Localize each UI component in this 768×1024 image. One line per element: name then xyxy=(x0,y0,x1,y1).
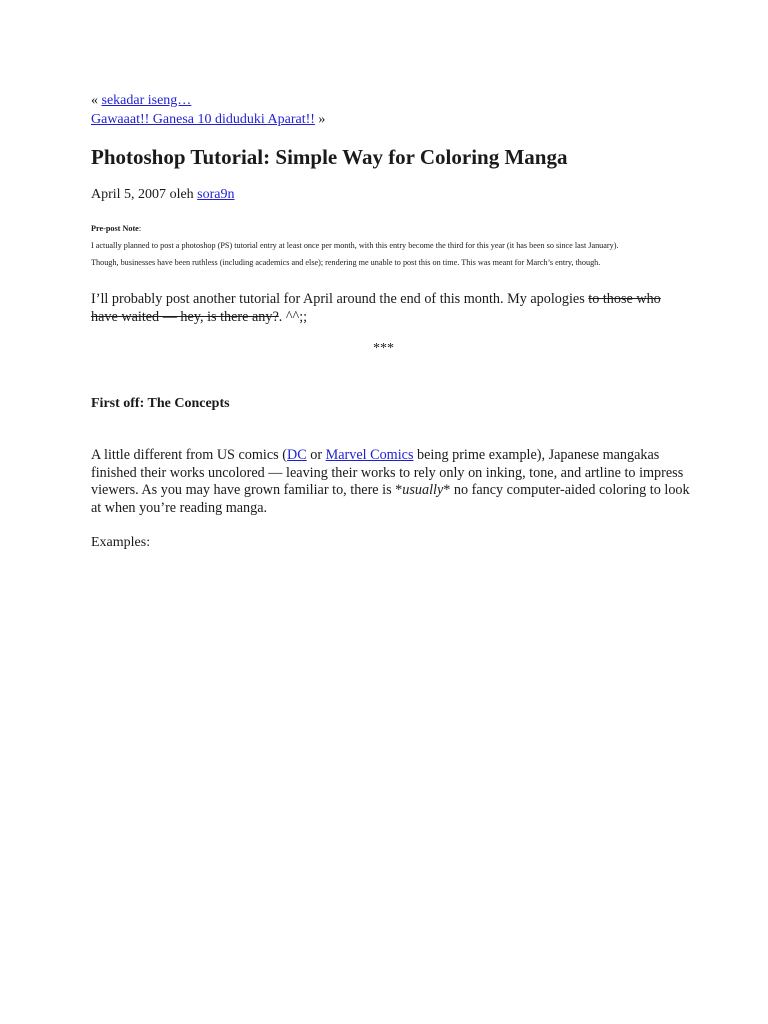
concepts-text-2: or xyxy=(306,447,326,463)
pre-post-note-colon: : xyxy=(138,224,142,233)
prev-post-row xyxy=(91,91,325,110)
next-post-link[interactable]: Gawaaat!! Ganesa 10 diduduki Aparat!! xyxy=(91,112,315,127)
apology-paragraph xyxy=(91,290,691,326)
post-navigation xyxy=(91,91,325,129)
next-post-row xyxy=(91,110,325,129)
author-link[interactable]: sora9n xyxy=(197,187,235,202)
next-arrow: » xyxy=(318,112,326,127)
pre-post-note xyxy=(91,220,681,271)
pre-post-note-line-1: I actually planned to post a photoshop (PS) tutorial entry at least once per month, with this entry become the third for this year (it has been so since last January). xyxy=(91,241,619,250)
concepts-text-4: * no fancy computer-aided coloring to look at when you’re reading manga. xyxy=(91,482,690,516)
post-by: oleh xyxy=(169,187,194,202)
examples-label: Examples: xyxy=(91,535,151,550)
struck-text: to those who have waited — hey, is there any? xyxy=(91,291,661,325)
apology-text: I’ll probably post another tutorial for April around the end of this month. My apologies xyxy=(91,291,589,307)
post-date: April 5, 2007 xyxy=(91,187,167,202)
usually-emphasis: usually xyxy=(402,482,444,498)
concepts-paragraph xyxy=(91,447,691,517)
concepts-text-1: A little different from US comics ( xyxy=(91,447,287,463)
pre-post-note-label: Pre-post Note xyxy=(91,224,139,233)
post-meta xyxy=(91,185,235,205)
concepts-text-3: being prime example), Japanese mangakas finished their works uncolored — leaving their works to rely only on inking, tone, and artline to impress viewers. As you may have grown familiar to, there is * xyxy=(91,447,684,498)
section-separator: *** xyxy=(373,341,394,356)
post-title: Photoshop Tutorial: Simple Way for Coloring Manga xyxy=(91,145,568,169)
section-heading: First off: The Concepts xyxy=(91,396,230,411)
marvel-comics-link[interactable]: Marvel Comics xyxy=(325,447,414,463)
prev-post-link[interactable]: sekadar iseng… xyxy=(101,93,192,108)
pre-post-note-line-2: Though, businesses have been ruthless (including academics and else); rendering me unable to post this on time. This was meant for March’s entry, though. xyxy=(91,258,601,267)
dc-link[interactable]: DC xyxy=(286,447,307,463)
prev-arrow: « xyxy=(91,93,98,108)
pre-post-note-heading xyxy=(91,220,681,237)
apology-emote: . ^^;; xyxy=(278,309,308,325)
